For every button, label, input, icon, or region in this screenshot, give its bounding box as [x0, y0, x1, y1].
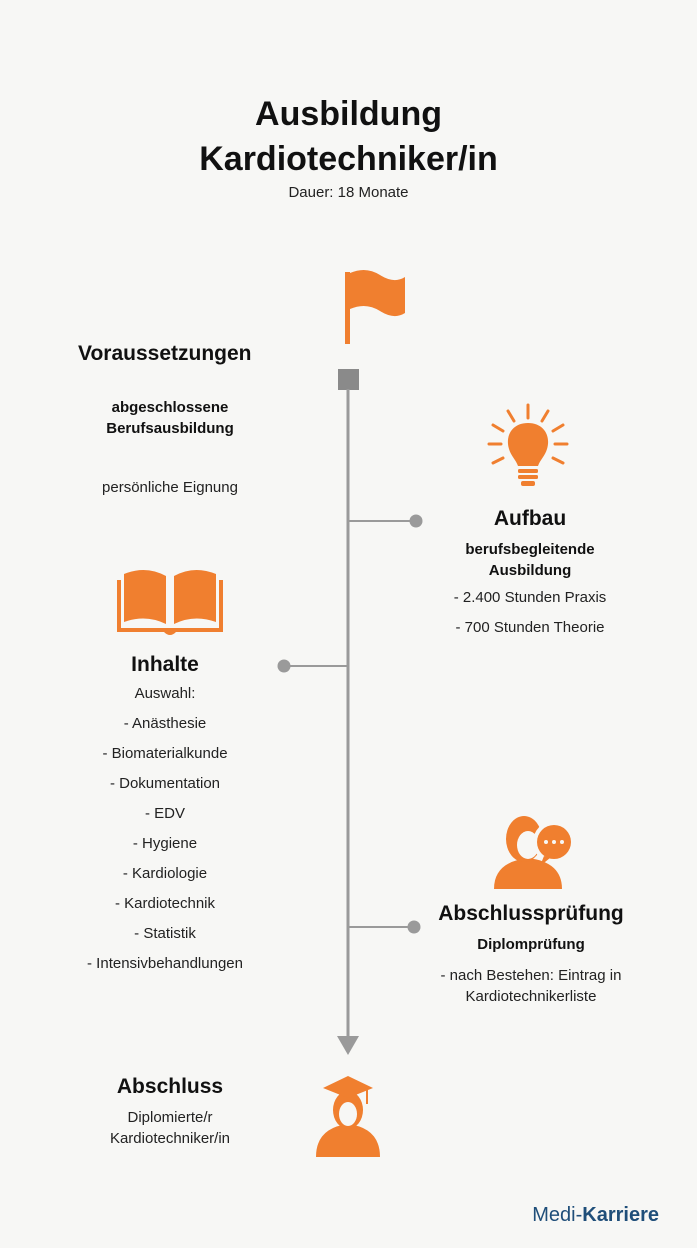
aufbau-bold-2: Ausbildung — [488, 562, 572, 579]
branch-inhalte-dot — [278, 660, 291, 673]
abschlusspruefung-bold: Diplomprüfung — [477, 936, 585, 953]
page-title — [0, 92, 697, 182]
aufbau-bold-1: berufsbegleitende — [465, 541, 595, 558]
inhalte-item: - Anästhesie — [123, 715, 207, 732]
timeline-start-marker — [338, 369, 359, 390]
voraussetzungen-text: persönliche Eignung — [102, 479, 238, 496]
book-icon — [117, 570, 223, 635]
voraussetzungen-block — [60, 397, 280, 498]
title-line-2: Kardiotechniker/in — [199, 140, 498, 178]
inhalte-heading: Inhalte — [131, 653, 199, 676]
inhalte-item: - Kardiotechnik — [114, 895, 216, 912]
inhalte-intro: Auswahl: — [134, 685, 196, 702]
aufbau-section — [430, 507, 630, 643]
lightbulb-icon — [489, 405, 567, 486]
abschluss-text-1: Diplomierte/r — [127, 1109, 213, 1126]
inhalte-item: - Intensivbehandlungen — [87, 955, 243, 972]
timeline-arrow — [337, 1036, 359, 1055]
abschluss-section — [70, 1075, 270, 1149]
inhalte-item: - Statistik — [134, 925, 196, 942]
abschlusspruefung-section — [418, 902, 644, 1007]
abschluss-text-2: Kardiotechniker/in — [109, 1130, 231, 1147]
branch-aufbau-dot — [410, 515, 423, 528]
logo-part-1: Medi- — [532, 1204, 583, 1226]
flag-icon — [345, 270, 405, 344]
voraussetzungen-bold-1: abgeschlossene — [111, 399, 229, 416]
aufbau-item: - 700 Stunden Theorie — [455, 619, 605, 636]
abschlusspruefung-heading: Abschlussprüfung — [438, 902, 624, 925]
voraussetzungen-heading: Voraussetzungen — [78, 342, 252, 365]
inhalte-section — [65, 653, 265, 979]
speech-person-icon — [494, 816, 575, 889]
title-line-1: Ausbildung — [255, 95, 442, 133]
abschluss-heading: Abschluss — [116, 1075, 224, 1098]
logo-part-2: Karriere — [582, 1204, 659, 1226]
aufbau-heading: Aufbau — [493, 507, 567, 530]
inhalte-item: - Biomaterialkunde — [102, 745, 228, 762]
medi-karriere-logo[interactable] — [532, 1204, 659, 1227]
inhalte-item: - Kardiologie — [122, 865, 208, 882]
graduate-icon — [316, 1076, 380, 1157]
aufbau-item: - 2.400 Stunden Praxis — [453, 589, 607, 606]
inhalte-item: - EDV — [144, 805, 185, 822]
abschlusspruefung-text-2: Kardiotechnikerliste — [465, 988, 597, 1005]
inhalte-item: - Dokumentation — [109, 775, 221, 792]
abschlusspruefung-text-1: - nach Bestehen: Eintrag in — [440, 967, 622, 984]
inhalte-item: - Hygiene — [132, 835, 198, 852]
duration-text: Dauer: 18 Monate — [288, 184, 409, 201]
voraussetzungen-bold-2: Berufsausbildung — [106, 420, 234, 437]
